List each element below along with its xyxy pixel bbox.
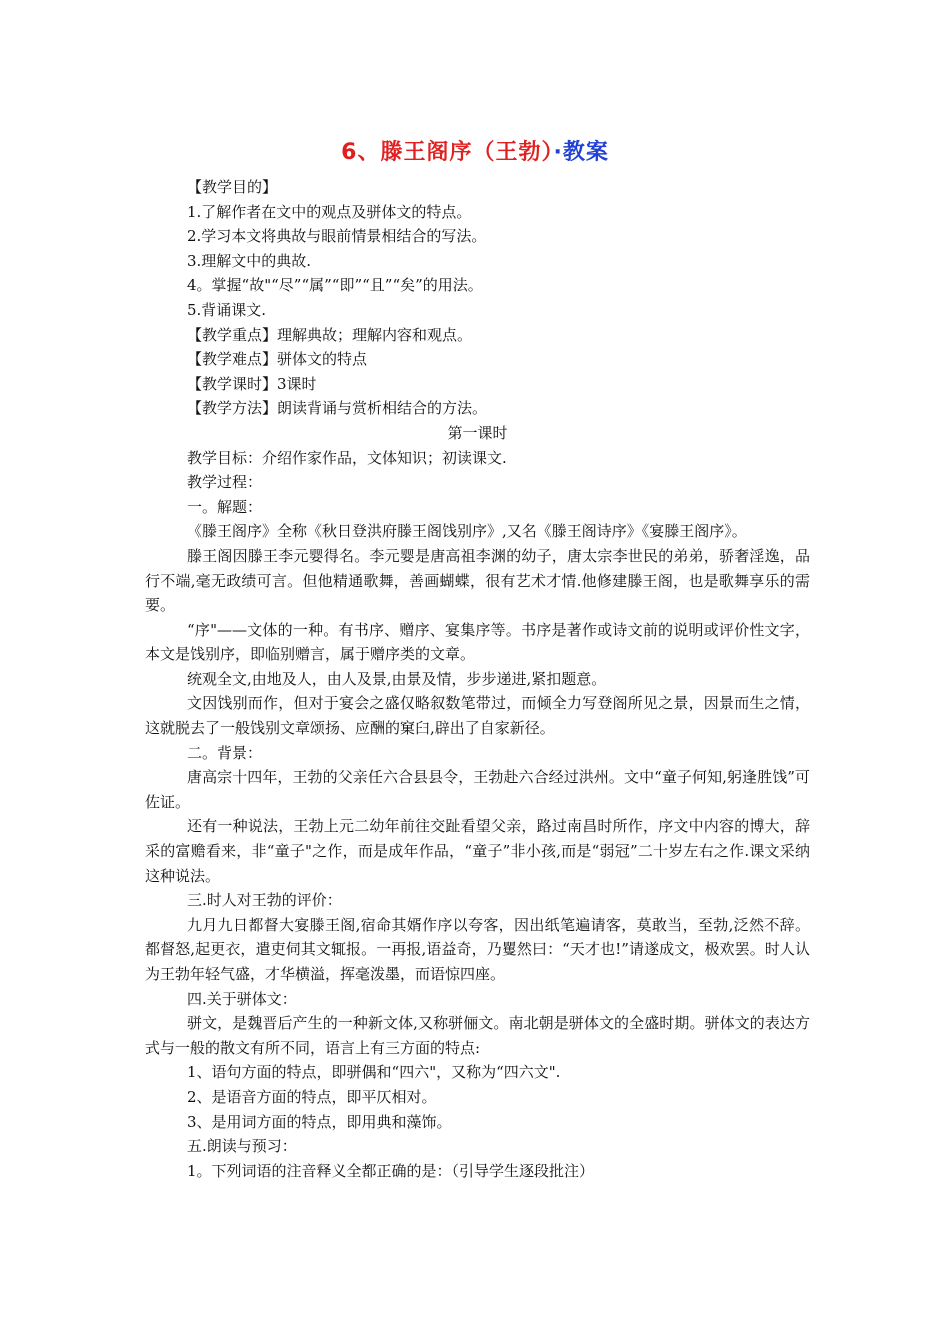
title-main: 6、滕王阁序（王勃） — [341, 140, 554, 165]
paragraph: 2、是语音方面的特点，即平仄相对。 — [187, 1087, 437, 1106]
paragraph: 3、是用词方面的特点，即用典和藻饰。 — [187, 1112, 452, 1131]
paragraph: 【教学目的】 — [187, 178, 278, 196]
title-suffix: 教案 — [562, 140, 609, 165]
paragraph: 滕王阁因滕王李元婴得名。李元婴是唐高祖李渊的幼子，唐太宗李世民的弟弟，骄奢淫逸，品行不端,毫无政绩可言。但他精通歌舞，善画蝴蝶，很有艺术才情.他修建滕王阁，也是歌舞享乐的需要。 — [145, 546, 810, 615]
page-title — [0, 135, 950, 166]
paragraph: 1。下列词语的注音释义全都正确的是：（引导学生逐段批注） — [187, 1161, 595, 1180]
paragraph: 骈文，是魏晋后产生的一种新文体,又称骈俪文。南北朝是骈体文的全盛时期。骈体文的表达方式与一般的散文有所不同，语言上有三方面的特点: — [145, 1014, 810, 1057]
paragraph: 4。掌握“故"“尽”“属”“即”“且”“矣”的用法。 — [187, 276, 483, 295]
paragraph: 教学目标：介绍作家作品，文体知识；初读课文. — [187, 448, 507, 467]
paragraph: 统观全文,由地及人，由人及景,由景及情，步步递进,紧扣题意。 — [187, 669, 607, 688]
paragraph: 文因饯别而作，但对于宴会之盛仅略叙数笔带过，而倾全力写登阁所见之景，因景而生之情，这就脱去了一般饯别文章颂扬、应酬的窠臼,辟出了自家新径。 — [145, 694, 810, 738]
paragraph: 唐高宗十四年，王勃的父亲任六合县县令，王勃赴六合经过洪州。文中“童子何知,躬逢胜饯”可佐证。 — [145, 768, 810, 811]
title-separator: · — [553, 140, 563, 165]
paragraph: 【教学课时】3课时 — [187, 374, 317, 393]
paragraph: 三.时人对王勃的评价： — [187, 891, 342, 910]
paragraph: 【教学重点】理解典故；理解内容和观点。 — [187, 325, 473, 344]
document-body — [145, 175, 810, 1183]
paragraph: 一。解题： — [187, 497, 263, 516]
paragraph: 1、语句方面的特点，即骈偶和“四六"，又称为“四六文". — [187, 1063, 561, 1082]
paragraph: 3.理解文中的典故. — [187, 251, 312, 270]
paragraph: 还有一种说法，王勃上元二幼年前往交趾看望父亲，路过南昌时所作，序文中内容的博大，辞采的富赡看来，非“童子"之作，而是成年作品，“童子”非小孩,而是“弱冠”二十岁左右之作.课文采纳这种说法。 — [145, 817, 810, 885]
paragraph: 【教学方法】朗读背诵与赏析相结合的方法。 — [187, 399, 488, 418]
paragraph: 九月九日都督大宴滕王阁,宿命其婿作序以夸客，因出纸笔遍请客，莫敢当，至勃,泛然不辞。都督怒,起更衣，遣吏伺其文辄报。一再报,语益奇，乃矍然曰：“天才也!”请遂成文，极欢罢。时人认为王勃年轻气盛，才华横溢，挥毫泼墨，而语惊四座。 — [145, 915, 810, 983]
paragraph: 《滕王阁序》全称《秋日登洪府滕王阁饯别序》,又名《滕王阁诗序》《宴滕王阁序》。 — [187, 522, 747, 541]
paragraph: 2.学习本文将典故与眼前情景相结合的写法。 — [187, 227, 487, 246]
paragraph: 四.关于骈体文： — [187, 989, 297, 1008]
paragraph: 【教学难点】骈体文的特点 — [187, 350, 368, 369]
paragraph: 二。背景： — [187, 743, 263, 762]
paragraph: “序"——文体的一种。有书序、赠序、宴集序等。书序是著作或诗文前的说明或评价性文字，本文是饯别序，即临别赠言，属于赠序类的文章。 — [145, 620, 810, 664]
paragraph: 1.了解作者在文中的观点及骈体文的特点。 — [187, 202, 472, 221]
section-heading: 第一课时 — [447, 423, 508, 442]
paragraph: 教学过程： — [187, 473, 263, 492]
paragraph: 五.朗读与预习： — [187, 1137, 297, 1156]
paragraph: 5.背诵课文. — [187, 300, 267, 319]
